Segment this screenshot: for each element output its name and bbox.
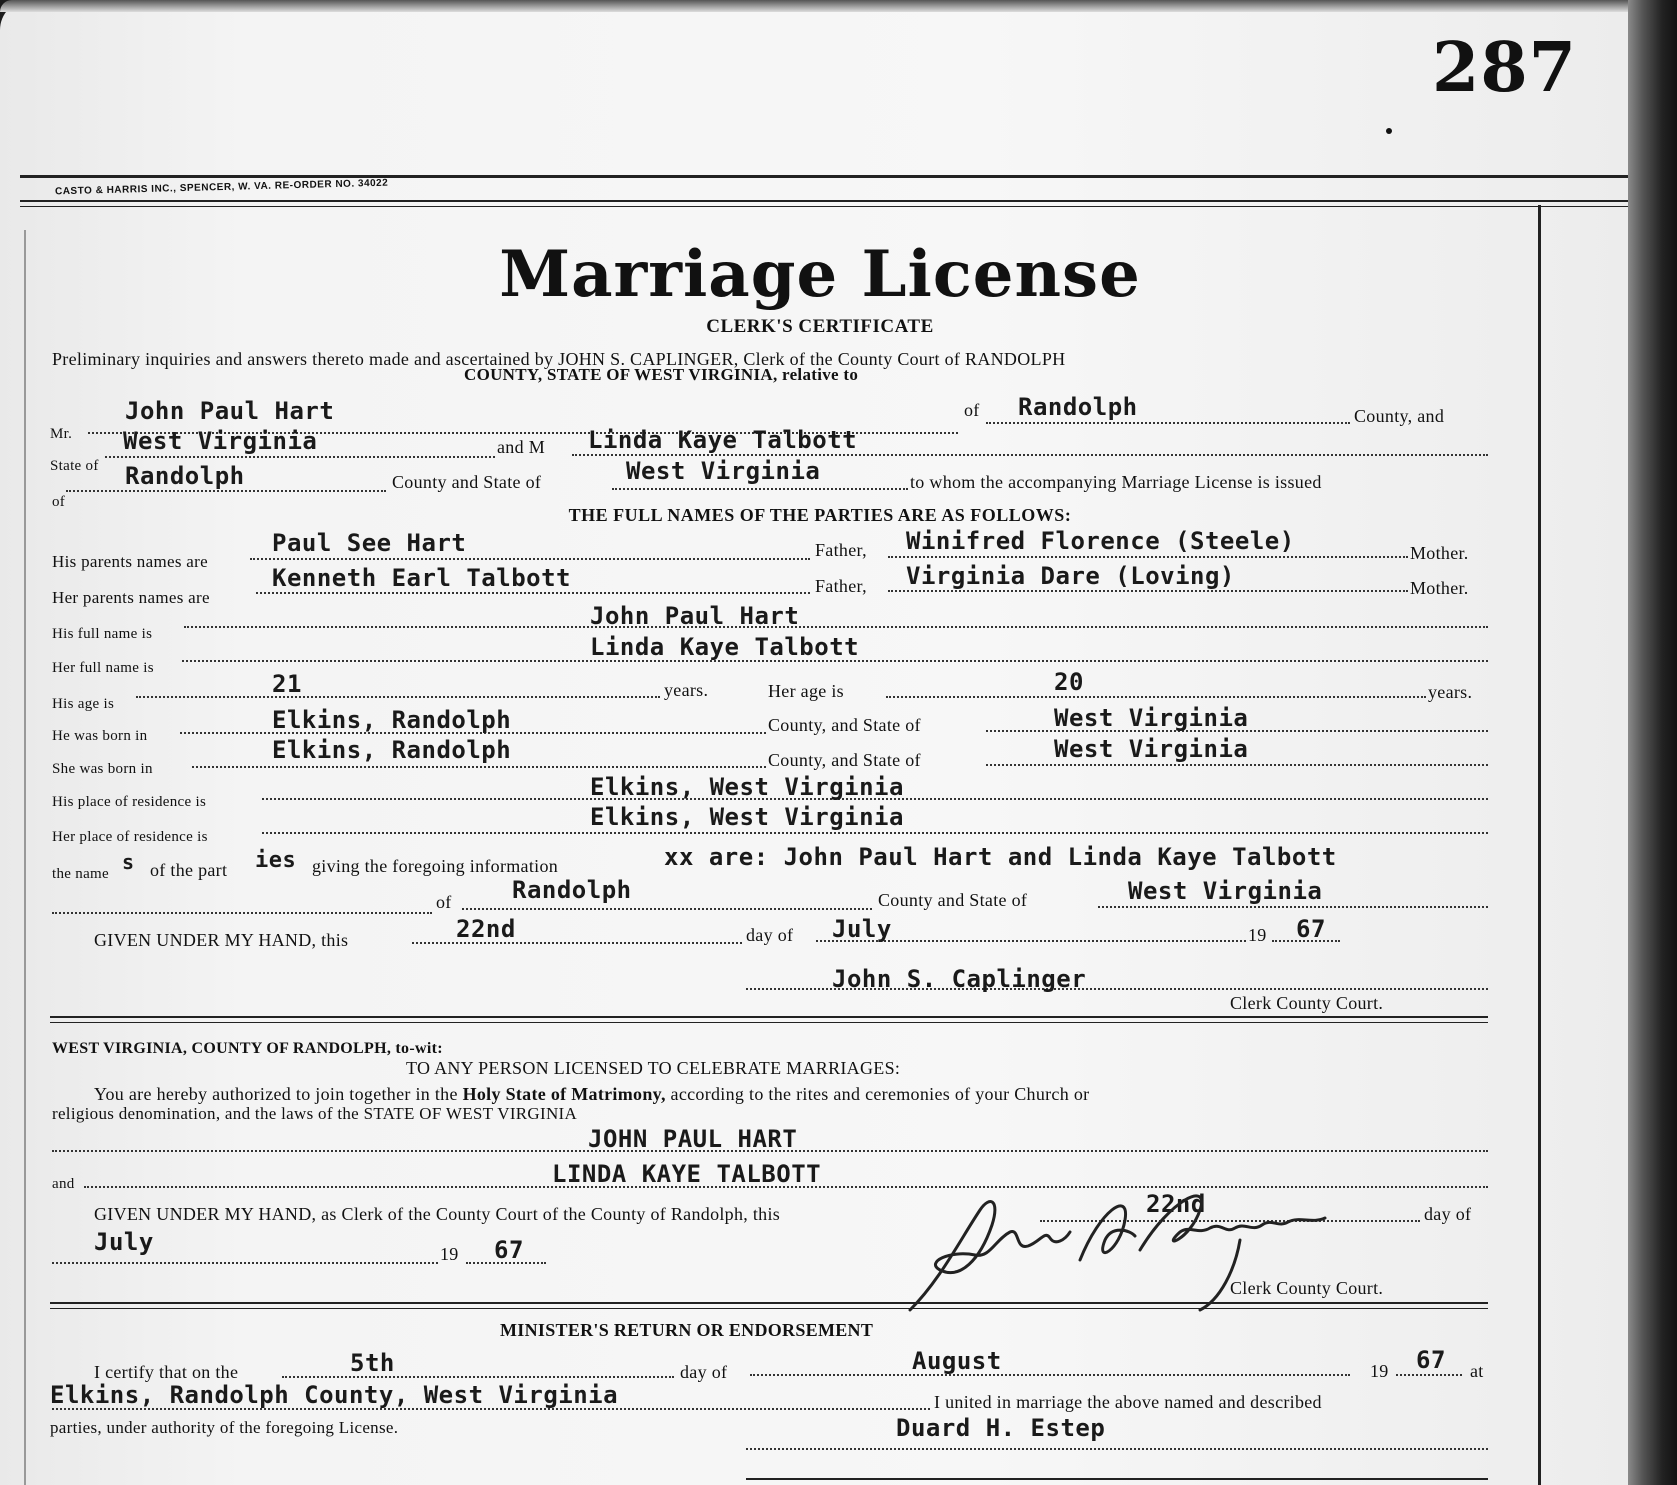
year-prefix-3: 19 [1370, 1361, 1389, 1381]
county-state-label-2: County, and State of [768, 750, 921, 770]
informants: xx are: John Paul Hart and Linda Kaye Talbott [664, 843, 1337, 871]
authorization-line-2: religious denomination, and the laws of the STATE OF WEST VIRGINIA [52, 1104, 578, 1123]
he-born-label: He was born in [52, 728, 148, 744]
her-father-line [256, 592, 810, 594]
license-day: 22nd [1146, 1190, 1206, 1218]
bride-county: Randolph [125, 462, 245, 490]
binding-edge [1628, 0, 1677, 1485]
day-of-label-1: day of [746, 925, 794, 945]
bottom-rule [746, 1478, 1488, 1480]
to-any-person: TO ANY PERSON LICENSED TO CELEBRATE MARRIAGES: [406, 1058, 901, 1078]
his-father: Paul See Hart [272, 529, 467, 557]
return-heading: MINISTER'S RETURN OR ENDORSEMENT [500, 1320, 874, 1340]
license-month: July [94, 1228, 154, 1256]
return-year: 67 [1416, 1346, 1446, 1374]
she-born-state: West Virginia [1054, 735, 1249, 763]
he-born-state: West Virginia [1054, 704, 1249, 732]
his-mother-line [888, 556, 1408, 558]
return-month: August [912, 1347, 1002, 1375]
groom-caps: JOHN PAUL HART [588, 1125, 798, 1153]
section-rule-2b [50, 1308, 1488, 1309]
given-month: July [832, 915, 892, 943]
his-full-line [184, 626, 1488, 628]
mother-label-2: Mother. [1410, 578, 1469, 598]
her-parents-label: Her parents names are [52, 588, 210, 607]
state-of-label: State of [50, 458, 99, 474]
bride-line [572, 454, 1488, 456]
intro-line-2: COUNTY, STATE OF WEST VIRGINIA, relative to [464, 365, 859, 384]
informant-left-line [52, 912, 432, 914]
she-born-label: She was born in [52, 761, 153, 777]
license-heading: WEST VIRGINIA, COUNTY OF RANDOLPH, to-wit: [52, 1040, 443, 1057]
page-top-edge [0, 0, 1640, 12]
informant-state: West Virginia [1128, 877, 1323, 905]
county-and-label: County, and [1354, 406, 1445, 426]
certify-label: I certify that on the [94, 1362, 239, 1382]
mr-label: Mr. [50, 426, 73, 442]
day-of-label-2: day of [1424, 1204, 1472, 1224]
right-border [1538, 205, 1541, 1485]
bride-state: West Virginia [626, 457, 821, 485]
document-title: Marriage License [499, 237, 1141, 312]
clerk-certificate-heading: CLERK'S CERTIFICATE [706, 316, 934, 337]
groom-state: West Virginia [123, 427, 318, 455]
parties-authority-label: parties, under authority of the foregoing License. [50, 1418, 399, 1437]
his-full-name: John Paul Hart [590, 602, 800, 630]
of-label: of [964, 400, 980, 420]
his-father-line [250, 558, 810, 560]
father-label-2: Father, [815, 576, 867, 596]
foregoing-info-label: giving the foregoing information [312, 856, 559, 876]
and-m-label: and M [497, 437, 545, 457]
years-label-2: years. [1428, 682, 1473, 702]
she-born-line [192, 766, 766, 768]
return-year-line [1396, 1374, 1462, 1376]
informant-county: Randolph [512, 876, 632, 904]
of-label-3: of [436, 892, 452, 912]
bride-county-line [66, 490, 386, 492]
county-state-label: County and State of [392, 472, 542, 492]
bride-state-line [612, 488, 908, 490]
minister-name: Duard H. Estep [896, 1414, 1106, 1442]
her-res-line [262, 832, 1488, 834]
clerk-title-1: Clerk County Court. [1230, 993, 1384, 1013]
and-label: and [52, 1176, 75, 1192]
intro-line-1: Preliminary inquiries and answers thereto made and ascertained by JOHN S. CAPLINGER, Clerk of the County Court of RANDOLPH [52, 349, 1066, 369]
she-born-state-line [986, 764, 1488, 766]
county-state-label-3: County and State of [878, 890, 1028, 910]
her-age-line [886, 696, 1426, 698]
his-mother: Winifred Florence (Steele) [906, 527, 1295, 555]
state-line [105, 456, 495, 458]
of-the-part-label: of the part [150, 860, 228, 880]
minister-line [746, 1448, 1488, 1450]
parties-heading: THE FULL NAMES OF THE PARTIES ARE AS FOLLOWS: [568, 505, 1072, 525]
given-year: 67 [1296, 915, 1326, 943]
return-day: 5th [350, 1349, 395, 1377]
her-mother: Virginia Dare (Loving) [906, 562, 1235, 590]
section-rule-1b [50, 1022, 1488, 1023]
inf-state-line [1098, 906, 1488, 908]
her-mother-line [888, 590, 1408, 592]
license-month-line [52, 1262, 438, 1264]
return-month-line [750, 1374, 1350, 1376]
given-day: 22nd [456, 915, 516, 943]
top-rule-2 [20, 200, 1628, 202]
license-given-label: GIVEN UNDER MY HAND, as Clerk of the County Court of the County of Randolph, this [94, 1204, 781, 1224]
his-age: 21 [272, 670, 302, 698]
county-state-label-1: County, and State of [768, 715, 921, 735]
name-s: s [122, 850, 135, 874]
groom-name: John Paul Hart [125, 397, 335, 425]
page-number: 287 [1432, 28, 1577, 108]
name-ies: ies [255, 848, 297, 873]
printer-line: CASTO & HARRIS INC., SPENCER, W. VA. RE-ORDER NO. 34022 [54, 177, 389, 198]
authorization-line-1: You are hereby authorized to join together in the Holy State of Matrimony, according to the rites and ceremonies of your Church or [94, 1084, 1090, 1104]
day-of-label-3: day of [680, 1362, 728, 1382]
she-born-place: Elkins, Randolph [272, 736, 512, 764]
her-full-name: Linda Kaye Talbott [590, 633, 860, 661]
top-rule [20, 175, 1628, 178]
groom-county: Randolph [1018, 393, 1138, 421]
united-label: I united in marriage the above named and described [934, 1392, 1322, 1412]
his-full-label: His full name is [52, 626, 153, 642]
given-label: GIVEN UNDER MY HAND, this [94, 930, 349, 950]
father-label-1: Father, [815, 540, 867, 560]
inf-county-line [462, 908, 872, 910]
return-place: Elkins, Randolph County, West Virginia [50, 1381, 619, 1409]
his-residence: Elkins, West Virginia [590, 773, 904, 801]
year-prefix-2: 19 [440, 1244, 459, 1264]
section-rule-2 [50, 1302, 1488, 1304]
bride-caps: LINDA KAYE TALBOTT [552, 1160, 822, 1188]
clerk-name: John S. Caplinger [832, 965, 1087, 993]
his-res-label: His place of residence is [52, 794, 207, 810]
name-label: the name [52, 866, 109, 882]
at-label: at [1470, 1361, 1484, 1381]
ink-dot [1386, 128, 1392, 134]
her-residence: Elkins, West Virginia [590, 803, 904, 831]
his-age-line [136, 696, 660, 698]
accompanying-text: to whom the accompanying Marriage License is issued [910, 472, 1322, 492]
her-res-label: Her place of residence is [52, 829, 208, 845]
his-parents-label: His parents names are [52, 552, 208, 571]
bride-name: Linda Kaye Talbott [588, 426, 858, 454]
mother-label-1: Mother. [1410, 543, 1469, 563]
of-line [986, 422, 1350, 424]
clerk-title-2: Clerk County Court. [1230, 1278, 1384, 1298]
section-rule-1 [50, 1016, 1488, 1018]
left-border [24, 230, 26, 1485]
top-rule-3 [20, 206, 1628, 207]
he-born-place: Elkins, Randolph [272, 706, 512, 734]
of-label-2: of [52, 494, 66, 510]
year-prefix-1: 19 [1248, 925, 1267, 945]
return-day-line [282, 1376, 674, 1378]
her-father: Kenneth Earl Talbott [272, 564, 571, 592]
her-full-label: Her full name is [52, 660, 154, 676]
her-age-label: Her age is [768, 681, 844, 701]
her-age: 20 [1054, 668, 1084, 696]
license-year: 67 [494, 1236, 524, 1264]
his-age-label: His age is [52, 696, 115, 712]
years-label-1: years. [664, 680, 709, 700]
